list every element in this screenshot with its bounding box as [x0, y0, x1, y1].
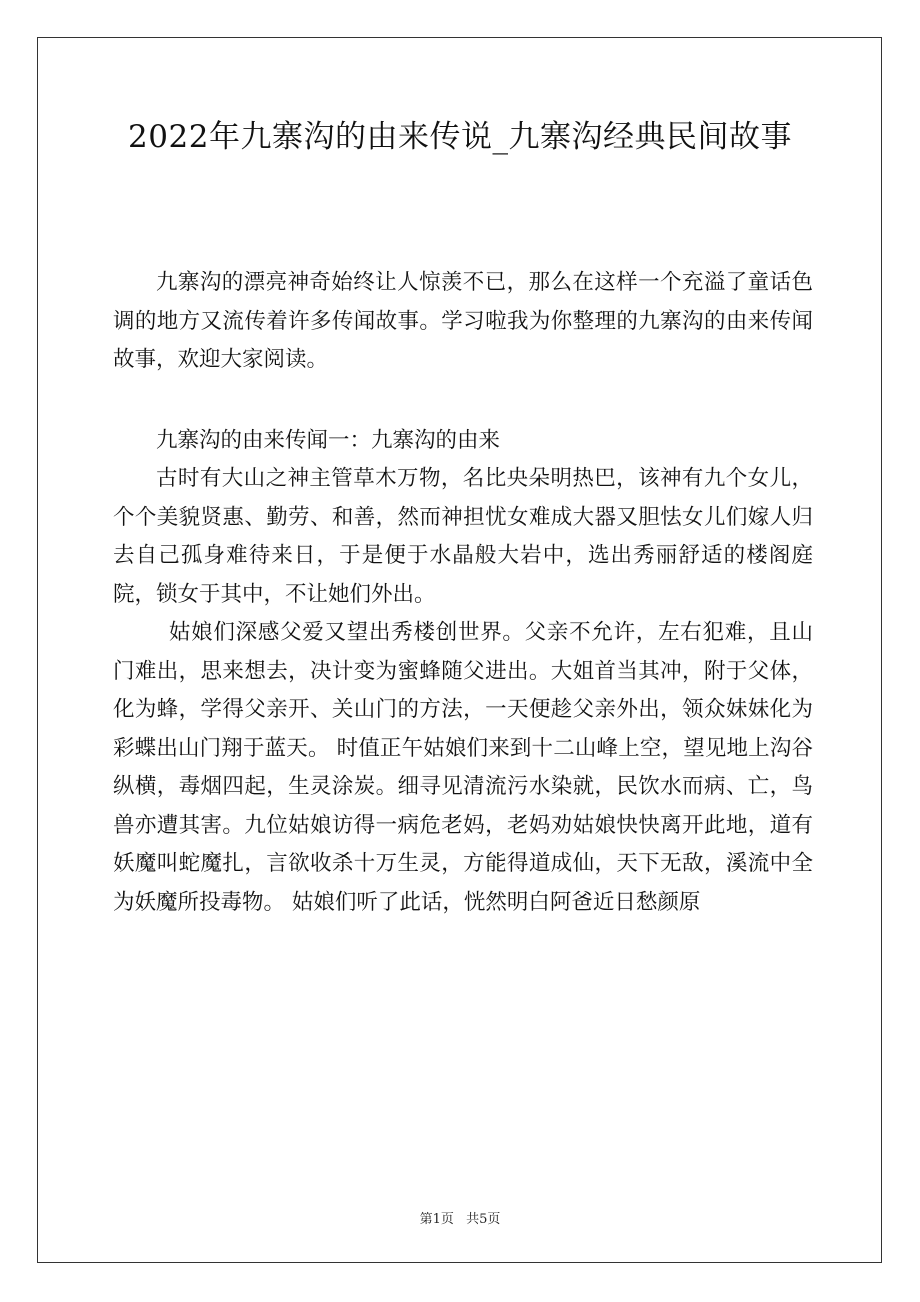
total-pages: 共5页: [466, 1212, 501, 1227]
body-paragraph: 古时有大山之神主管草木万物，名比央朵明热巴，该神有九个女儿，个个美貌贤惠、勤劳、和善，然而神担忧女难成大器又胆怯女儿们嫁人归去自己孤身难待来日，于是便于水晶般大岩中，选出秀丽舒适的楼阁庭院，锁女于其中，不让她们外出。: [113, 466, 813, 607]
document-title: 2022年九寨沟的由来传说_九寨沟经典民间故事: [128, 119, 792, 155]
section-heading: 九寨沟的由来传闻一：九寨沟的由来: [156, 427, 501, 453]
page-number: 第1页: [419, 1212, 454, 1227]
page-footer: [0, 1208, 920, 1227]
body-paragraph: 姑娘们深感父爱又望出秀楼创世界。父亲不允许，左右犯难，且山门难出，思来想去，决计变为蜜蜂随父进出。大姐首当其冲，附于父体，化为蜂，学得父亲开、关山门的方法，一天便趁父亲外出，领众妹妹化为彩蝶出山门翔于蓝天。 时值正午姑娘们来到十二山峰上空，望见地上沟谷纵横，毒烟四起，生灵涂炭。细寻见清流污水染就，民饮水而病、亡，鸟兽亦遭其害。九位姑娘访得一病危老妈，老妈劝姑娘快快离开此地，道有妖魔叫蛇魔扎，言欲收杀十万生灵，方能得道成仙，天下无敌，溪流中全为妖魔所投毒物。 姑娘们听了此话，恍然明白阿爸近日愁颜原: [113, 620, 813, 915]
intro-paragraph: 九寨沟的漂亮神奇始终让人惊羡不已，那么在这样一个充溢了童话色调的地方又流传着许多传闻故事。学习啦我为你整理的九寨沟的由来传闻故事，欢迎大家阅读。: [113, 270, 813, 372]
document-body: [113, 264, 813, 922]
